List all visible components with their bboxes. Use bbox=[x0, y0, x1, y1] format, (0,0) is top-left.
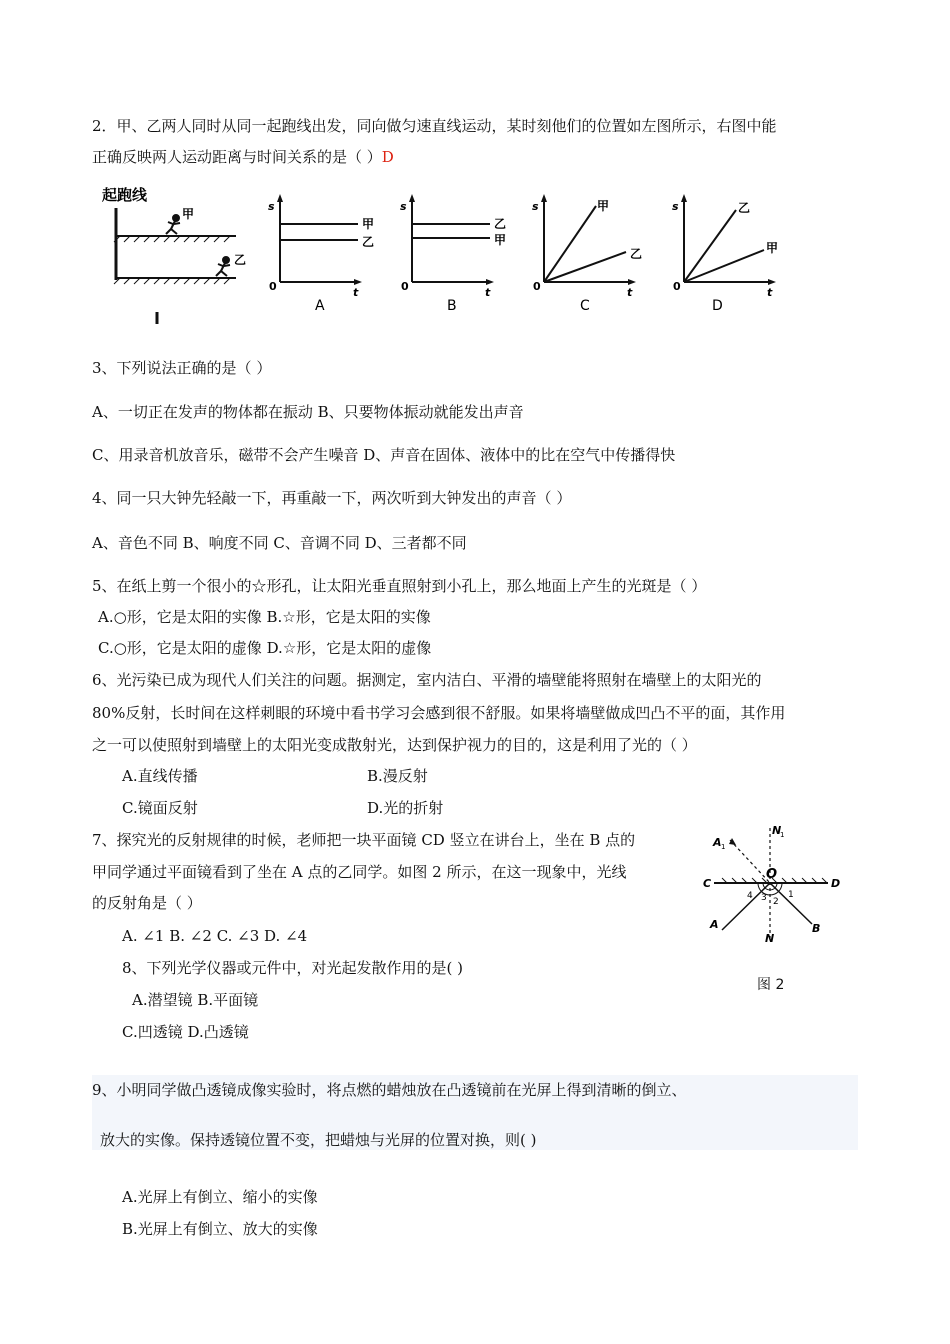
graph-a-label-2: 乙 bbox=[362, 235, 375, 249]
graph-b-axis-t: t bbox=[485, 286, 491, 299]
q4-options: A、音色不同 B、响度不同 C、音调不同 D、三者都不同 bbox=[92, 534, 467, 552]
graph-b bbox=[400, 194, 506, 314]
graph-a-axis-t: t bbox=[353, 286, 359, 299]
graph-a-name: A bbox=[315, 298, 325, 314]
q3-options-cd: C、用录音机放音乐，磁带不会产生噪音 D、声音在固体、液体中的比在空气中传播得快 bbox=[92, 446, 676, 464]
graph-b-name: B bbox=[447, 298, 457, 314]
graph-a-axis-s: s bbox=[268, 200, 275, 213]
label-a: A bbox=[710, 918, 719, 931]
q7-options: A. ∠1 B. ∠2 C. ∠3 D. ∠4 bbox=[122, 927, 308, 945]
q5-options-ab: A.○形，它是太阳的实像 B.☆形，它是太阳的实像 bbox=[98, 608, 431, 626]
graph-a-label-1: 甲 bbox=[362, 217, 375, 231]
graph-d-label-2: 甲 bbox=[766, 241, 779, 255]
q4-stem: 4、同一只大钟先轻敲一下，再重敲一下，两次听到大钟发出的声音（ ） bbox=[92, 489, 572, 507]
graph-c-name: C bbox=[580, 298, 590, 314]
graph-b-origin: 0 bbox=[401, 280, 409, 293]
label-n1: N bbox=[772, 824, 782, 837]
q6-line2: 80%反射，长时间在这样刺眼的环境中看书学习会感到很不舒服。如果将墙壁做成凹凸不平的面，其作用 bbox=[92, 704, 786, 722]
q9-option-a: A.光屏上有倒立、缩小的实像 bbox=[122, 1188, 318, 1206]
graph-a-origin: 0 bbox=[269, 280, 277, 293]
angle-2: 2 bbox=[773, 897, 779, 907]
angle-3: 3 bbox=[761, 893, 767, 903]
runner-a-icon bbox=[166, 215, 180, 234]
graph-d-origin: 0 bbox=[673, 280, 681, 293]
graph-c-line-1 bbox=[544, 206, 596, 282]
graph-c-line-2 bbox=[544, 252, 626, 282]
graph-d-axis-s: s bbox=[672, 200, 679, 213]
runner-a-label: 甲 bbox=[182, 207, 195, 221]
angle-1: 1 bbox=[788, 890, 794, 900]
q7-line3: 的反射角是（ ） bbox=[92, 894, 202, 912]
runner-b-icon bbox=[216, 257, 230, 276]
q7-figure bbox=[700, 820, 850, 950]
track-hatch bbox=[114, 236, 230, 284]
q6-option-c: C.镜面反射 bbox=[122, 799, 198, 817]
q8-stem: 8、下列光学仪器或元件中，对光起发散作用的是( ) bbox=[122, 959, 464, 977]
q8-options-cd: C.凹透镜 D.凸透镜 bbox=[122, 1023, 249, 1041]
q6-option-b: B.漫反射 bbox=[367, 767, 428, 785]
q7-line2: 甲同学通过平面镜看到了坐在 A 点的乙同学。如图 2 所示，在这一现象中，光线 bbox=[92, 863, 627, 881]
graph-b-axis-s: s bbox=[400, 200, 407, 213]
q6-option-a: A.直线传播 bbox=[122, 767, 198, 785]
q2-stem-end: 正确反映两人运动距离与时间关系的是（ ） bbox=[92, 148, 382, 166]
q3-options-ab: A、一切正在发声的物体都在振动 B、只要物体振动就能发出声音 bbox=[92, 403, 524, 421]
graph-d bbox=[672, 194, 778, 314]
q5-stem: 5、在纸上剪一个很小的☆形孔，让太阳光垂直照射到小孔上，那么地面上产生的光斑是（ ） bbox=[92, 577, 707, 595]
graph-c-label-1: 甲 bbox=[597, 199, 610, 213]
graph-c-label-2: 乙 bbox=[630, 247, 643, 261]
q6-line1: 6、光污染已成为现代人们关注的问题。据测定，室内洁白、平滑的墙壁能将照射在墙壁上的太阳光的 bbox=[92, 671, 762, 689]
q3-stem: 3、下列说法正确的是（ ） bbox=[92, 359, 272, 377]
graph-c-origin: 0 bbox=[533, 280, 541, 293]
label-a1: A bbox=[713, 836, 722, 849]
label-n1-sub: 1 bbox=[780, 831, 785, 839]
graph-c bbox=[532, 194, 642, 314]
q8-options-ab: A.潜望镜 B.平面镜 bbox=[132, 991, 259, 1009]
label-a1-sub: 1 bbox=[721, 843, 726, 851]
label-n: N bbox=[765, 932, 775, 945]
runner-b-label: 乙 bbox=[234, 253, 247, 267]
q9-line2: 放大的实像。保持透镜位置不变，把蜡烛与光屏的位置对换，则( ) bbox=[100, 1131, 537, 1149]
virtual-ray-arrow bbox=[729, 838, 736, 845]
q2-line2 bbox=[92, 147, 394, 167]
graph-a bbox=[268, 194, 374, 314]
graph-d-name: D bbox=[712, 298, 723, 314]
graph-b-label-1: 乙 bbox=[494, 217, 507, 231]
q2-figure bbox=[100, 180, 800, 340]
label-o: O bbox=[766, 867, 778, 882]
q2-line1: 2．甲、乙两人同时从同一起跑线出发，同向做匀速直线运动，某时刻他们的位置如左图所示，右图中能 bbox=[92, 117, 777, 135]
virtual-ray bbox=[730, 840, 770, 883]
q9-option-b: B.光屏上有倒立、放大的实像 bbox=[122, 1220, 318, 1238]
graph-d-label-1: 乙 bbox=[738, 201, 751, 215]
incident-ray bbox=[722, 883, 770, 930]
graph-c-axis-t: t bbox=[627, 286, 633, 299]
graph-c-axis-s: s bbox=[532, 200, 539, 213]
graph-b-label-2: 甲 bbox=[494, 233, 507, 247]
q7-line1: 7、探究光的反射规律的时候，老师把一块平面镜 CD 竖立在讲台上，坐在 B 点的 bbox=[92, 831, 636, 849]
q6-line3: 之一可以使照射到墙壁上的太阳光变成散射光，达到保护视力的目的，这是利用了光的（ ） bbox=[92, 736, 697, 754]
label-d: D bbox=[831, 877, 841, 890]
label-b: B bbox=[812, 922, 821, 935]
q5-options-cd: C.○形，它是太阳的虚像 D.☆形，它是太阳的虚像 bbox=[98, 639, 432, 657]
angle-4: 4 bbox=[747, 891, 753, 901]
start-line-label: 起跑线 bbox=[102, 186, 148, 204]
q2-answer: D bbox=[381, 148, 394, 166]
label-c: C bbox=[703, 877, 712, 890]
q9-line1: 9、小明同学做凸透镜成像实验时，将点燃的蜡烛放在凸透镜前在光屏上得到清晰的倒立、 bbox=[92, 1081, 687, 1099]
q6-option-d: D.光的折射 bbox=[367, 799, 444, 817]
figure-2-caption: 图 2 bbox=[757, 977, 785, 993]
graph-d-axis-t: t bbox=[767, 286, 773, 299]
